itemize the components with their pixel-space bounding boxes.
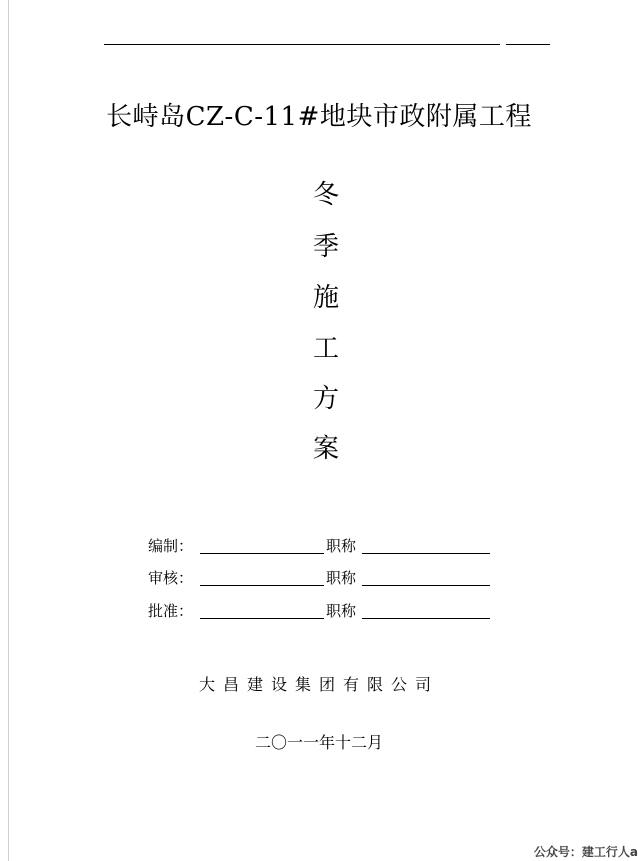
signature-blank bbox=[200, 553, 324, 554]
title-char: 方 bbox=[312, 384, 339, 414]
company-name: 大昌建设集团有限公司 bbox=[198, 675, 439, 694]
header-rule bbox=[104, 44, 500, 45]
header-rule-short bbox=[506, 44, 550, 45]
title-blank bbox=[362, 618, 490, 619]
title-blank bbox=[362, 585, 490, 586]
title-char: 冬 bbox=[312, 180, 339, 210]
title-blank bbox=[362, 553, 490, 554]
signature-blank bbox=[200, 618, 324, 619]
signature-label: 审核： bbox=[148, 569, 194, 587]
watermark: 公众号：建工行人a bbox=[533, 845, 638, 859]
title-char: 季 bbox=[312, 232, 339, 262]
signature-blank bbox=[200, 585, 324, 586]
signature-label: 编制： bbox=[148, 537, 194, 555]
project-title: 长峙岛CZ-C-11#地块市政附属工程 bbox=[106, 102, 532, 132]
signature-label: 批准： bbox=[148, 602, 194, 620]
title-label: 职称 bbox=[326, 602, 357, 620]
document-date: 二〇一一年十二月 bbox=[254, 733, 383, 752]
title-char: 施 bbox=[312, 283, 339, 313]
title-char: 案 bbox=[312, 434, 339, 464]
title-label: 职称 bbox=[326, 537, 357, 555]
title-label: 职称 bbox=[326, 569, 357, 587]
title-char: 工 bbox=[312, 334, 339, 364]
